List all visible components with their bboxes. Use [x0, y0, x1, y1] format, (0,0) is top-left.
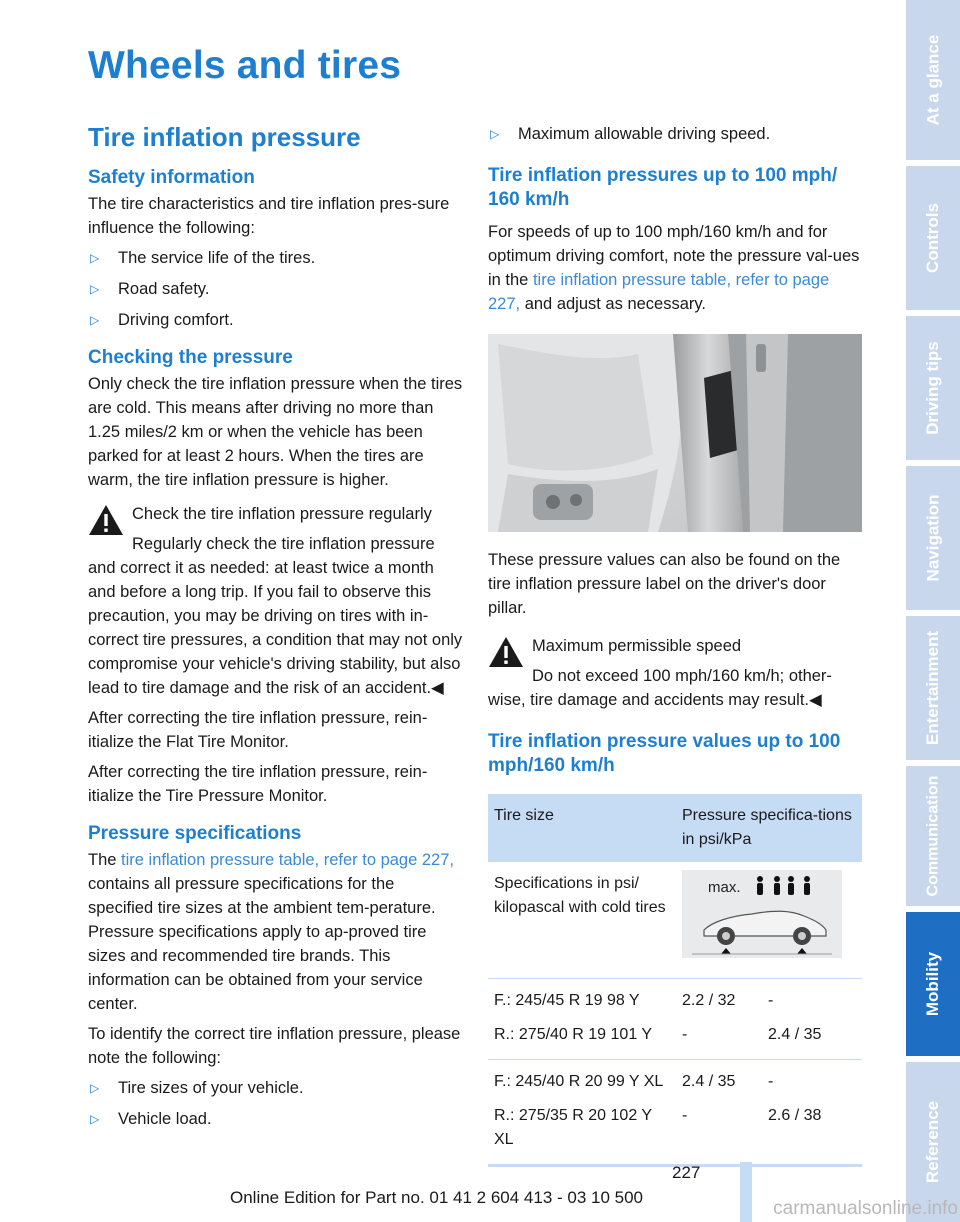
- tab-navigation[interactable]: Navigation: [906, 466, 960, 610]
- header-pressure-spec: Pressure specifica-tions in psi/kPa: [676, 794, 862, 862]
- warning-title: Check the tire inflation pressure regularly: [132, 505, 432, 523]
- heading-pressure-specifications: Pressure specifications: [88, 823, 302, 844]
- triangle-bullet-icon: ▷: [90, 313, 100, 327]
- spec-row-label: Specifications in psi/ kilopascal with cold tires: [488, 862, 676, 979]
- max-load-cell: [676, 862, 862, 979]
- photo-caption: These pressure values can also be found on the tire inflation pressure label on the driver's door pillar.: [488, 551, 841, 617]
- reinit-flat-tire: After correcting the tire inflation pressure, rein-itialize the Flat Tire Monitor.: [88, 709, 428, 751]
- left-column: [88, 120, 464, 1138]
- section-heading-tire-inflation: Tire inflation pressure: [88, 122, 361, 152]
- tab-communication[interactable]: Communication: [906, 766, 960, 906]
- watermark: carmanualsonline.info: [773, 1198, 958, 1219]
- tab-controls[interactable]: Controls: [906, 166, 960, 310]
- page-number: 227: [672, 1163, 701, 1182]
- link-pressure-table[interactable]: tire inflation pressure table, refer to page 227,: [121, 851, 454, 869]
- door-pillar-photo: [488, 334, 862, 532]
- triangle-bullet-icon: ▷: [490, 127, 500, 141]
- link-pressure-table[interactable]: tire inflation pressure table, refer to page 227,: [488, 271, 830, 313]
- table-row: [488, 862, 862, 979]
- table-header-row: [488, 794, 862, 862]
- list-item: ▷ Driving comfort.: [88, 308, 464, 332]
- seat-illustration: [488, 334, 862, 532]
- table-row: F.: 245/40 R 20 99 Y XL R.: 275/35 R 20 102 Y XL 2.4 / 35 - - 2.6 / 38: [488, 1060, 862, 1166]
- pressure-table: [488, 794, 862, 1167]
- tab-entertainment[interactable]: Entertainment: [906, 616, 960, 760]
- page-title: Wheels and tires: [88, 44, 402, 87]
- triangle-bullet-icon: ▷: [90, 1112, 100, 1126]
- list-item: ▷ Vehicle load.: [88, 1107, 464, 1131]
- triangle-bullet-icon: ▷: [90, 251, 100, 265]
- max-load-car-icon: [682, 870, 842, 958]
- warning-box: [488, 634, 862, 712]
- identify-text: To identify the correct tire inflation pressure, please note the following:: [88, 1025, 461, 1067]
- list-item: ▷ The service life of the tires.: [88, 246, 464, 270]
- heading-checking-pressure: Checking the pressure: [88, 347, 293, 368]
- heading-pressure-values: Tire inflation pressure values up to 100 mph/160 km/h: [488, 731, 841, 776]
- tab-reference[interactable]: Reference: [906, 1062, 960, 1222]
- heading-pressures-100mph: Tire inflation pressures up to 100 mph/ 160 km/h: [488, 165, 838, 210]
- edition-text: Online Edition for Part no. 01 41 2 604 413 - 03 10 500: [230, 1188, 644, 1207]
- warning-box: [88, 502, 464, 700]
- warning-icon: [88, 504, 124, 536]
- tab-mobility[interactable]: Mobility: [906, 912, 960, 1056]
- reinit-tire-pressure: After correcting the tire inflation pressure, rein-itialize the Tire Pressure Monitor.: [88, 763, 428, 805]
- triangle-bullet-icon: ▷: [90, 1081, 100, 1095]
- table-row: F.: 245/45 R 19 98 Y R.: 275/40 R 19 101 Y 2.2 / 32 - - 2.4 / 35: [488, 979, 862, 1060]
- tab-at-a-glance[interactable]: At a glance: [906, 0, 960, 160]
- list-item: ▷ Maximum allowable driving speed.: [488, 122, 862, 146]
- checking-text: Only check the tire inflation pressure when the tires are cold. This means after driving no more than 1.25 miles/2 km or when the vehicle has been parked for at least 2 hours. When the tires are warm, the tire inflation pressure is higher.: [88, 375, 463, 489]
- warning-title: Maximum permissible speed: [532, 637, 742, 655]
- list-item: ▷ Road safety.: [88, 277, 464, 301]
- warning-body: Do not exceed 100 mph/160 km/h; other- wise, tire damage and accidents may result.◀: [488, 667, 832, 709]
- chapter-sidebar: [902, 0, 960, 1222]
- specs-text: The tire inflation pressure table, refer to page 227, contains all pressure specifications for the specified tire sizes at the ambient tem-perature. Pressure specifications apply to ap-proved tire sizes and recommended tire brands. This information can be obtained from your service center.: [88, 851, 454, 1013]
- tab-driving-tips[interactable]: Driving tips: [906, 316, 960, 460]
- max-label: max.: [708, 879, 741, 896]
- list-item: ▷ Tire sizes of your vehicle.: [88, 1076, 464, 1100]
- pressures-para: For speeds of up to 100 mph/160 km/h and for optimum driving comfort, note the pressure val-ues in the tire inflation pressure table, refer to page 227, and adjust as necessary.: [488, 223, 860, 313]
- footer-marker: [740, 1162, 752, 1222]
- right-column: [488, 122, 862, 1167]
- triangle-bullet-icon: ▷: [90, 282, 100, 296]
- warning-body: Regularly check the tire inflation pressure and correct it as needed: at least twice a month and before a long trip. If you fail to observe this precaution, you may be driving on tires with in-correct tire pressures, a condition that may not only compromise your vehicle's driving stability, but also lead to tire damage and the risk of an accident.◀: [88, 535, 463, 697]
- safety-intro: The tire characteristics and tire inflation pres-sure influence the following:: [88, 195, 450, 237]
- warning-icon: [488, 636, 524, 668]
- heading-safety-information: Safety information: [88, 167, 255, 188]
- header-tire-size: Tire size: [488, 794, 676, 862]
